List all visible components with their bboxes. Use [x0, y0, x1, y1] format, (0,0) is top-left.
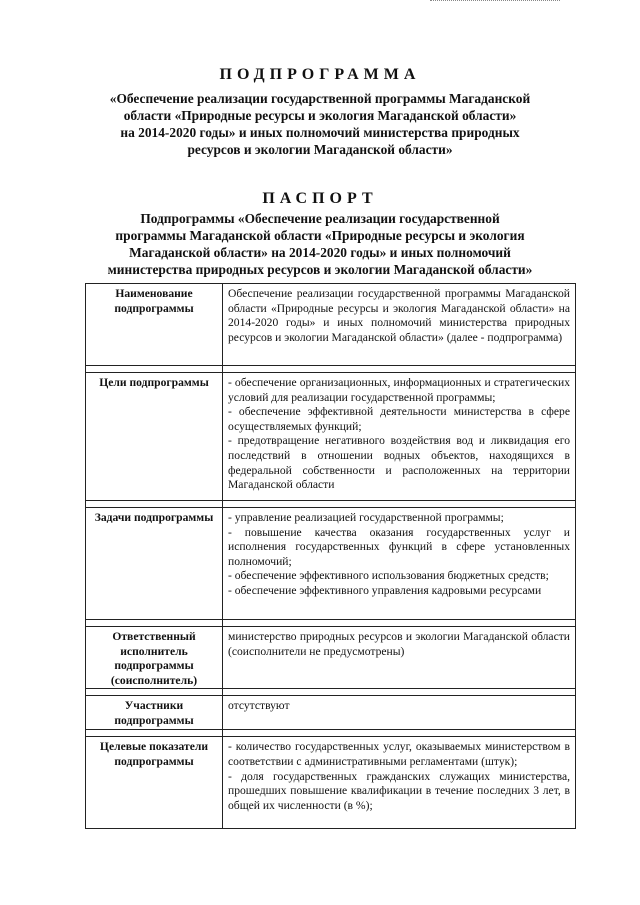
spacer-cell	[223, 366, 576, 373]
row-value	[223, 627, 576, 689]
table-spacer	[86, 501, 576, 508]
passport-description-line: Подпрограммы «Обеспечение реализации государственной	[140, 211, 500, 226]
table-row	[86, 508, 576, 620]
spacer-cell	[223, 689, 576, 696]
row-value	[223, 373, 576, 501]
row-label: Задачи подпрограммы	[86, 508, 223, 620]
row-item: - обеспечение эффективного использования бюджетных средств;	[228, 569, 549, 583]
row-label: Наименование подпрограммы	[86, 284, 223, 366]
scan-top-mark	[430, 0, 560, 1]
table-row	[86, 284, 576, 366]
table-spacer	[86, 689, 576, 696]
row-value	[223, 508, 576, 620]
row-item: - обеспечение эффективного управления кадровыми ресурсами	[228, 583, 542, 597]
subprogram-description	[0, 90, 640, 158]
table-row	[86, 627, 576, 689]
passport-description-line: программы Магаданской области «Природные ресурсы и экология	[115, 228, 525, 243]
spacer-cell	[86, 366, 223, 373]
passport-table	[85, 283, 576, 829]
row-label: Участники подпрограммы	[86, 696, 223, 730]
spacer-cell	[223, 620, 576, 627]
subprogram-description-line: области «Природные ресурсы и экология Магаданской области»	[123, 108, 517, 123]
row-item: отсутствуют	[228, 699, 290, 713]
table-spacer	[86, 620, 576, 627]
row-value	[223, 737, 576, 829]
row-item: - предотвращение негативного воздействия вод и ликвидация его последствий в отношении водных объектов, находящихся в федеральной собственности и расположенных на территории Магаданской области	[228, 434, 570, 492]
row-item: - обеспечение эффективной деятельности министерства в сфере осуществляемых функций;	[228, 405, 570, 433]
table-spacer	[86, 730, 576, 737]
table-row	[86, 737, 576, 829]
row-item: - управление реализацией государственной программы;	[228, 511, 504, 524]
row-label: Ответственный исполнитель подпрограммы (соисполнитель)	[86, 627, 223, 689]
passport-title: ПАСПОРТ	[262, 190, 378, 207]
subprogram-title: ПОДПРОГРАММА	[219, 66, 421, 83]
subprogram-description-line: ресурсов и экологии Магаданской области»	[187, 142, 453, 157]
row-item: - количество государственных услуг, оказываемых министерством в соответствии с административными регламентами (штук);	[228, 740, 570, 768]
row-value	[223, 284, 576, 366]
table-spacer	[86, 366, 576, 373]
spacer-cell	[86, 620, 223, 627]
table-row	[86, 373, 576, 501]
spacer-cell	[86, 501, 223, 508]
row-item: Обеспечение реализации государственной программы Магаданской области «Природные ресурсы и экология Магаданской области» на 2014-2020 годы» и иных полномочий министерства природных ресурсов и экологии Магаданской области» (далее - подпрограмма)	[228, 287, 570, 344]
subprogram-description-line: на 2014-2020 годы» и иных полномочий министерства природных	[120, 125, 520, 140]
spacer-cell	[223, 501, 576, 508]
row-value	[223, 696, 576, 730]
row-item: - доля государственных гражданских служащих министерства, прошедших повышение квалификации в течение последних 3 лет, в общей их численности (в %);	[228, 769, 570, 812]
table-row	[86, 696, 576, 730]
spacer-cell	[86, 689, 223, 696]
passport-description-line: министерства природных ресурсов и экологии Магаданской области»	[107, 262, 533, 277]
row-label: Цели подпрограммы	[86, 373, 223, 501]
row-item: - обеспечение организационных, информационных и стратегических условий для реализации государственной программы;	[228, 376, 570, 404]
row-item: министерство природных ресурсов и экологии Магаданской области (соисполнители не предусмотрены)	[228, 630, 570, 658]
spacer-cell	[223, 730, 576, 737]
passport-description-line: Магаданской области» на 2014-2020 годы» и иных полномочий	[129, 245, 511, 260]
row-label: Целевые показатели подпрограммы	[86, 737, 223, 829]
subprogram-description-line: «Обеспечение реализации государственной программы Магаданской	[109, 91, 531, 106]
passport-description	[0, 210, 640, 278]
spacer-cell	[86, 730, 223, 737]
row-item: - повышение качества оказания государственных услуг и исполнения государственных функций в сфере установленных полномочий;	[228, 525, 570, 568]
